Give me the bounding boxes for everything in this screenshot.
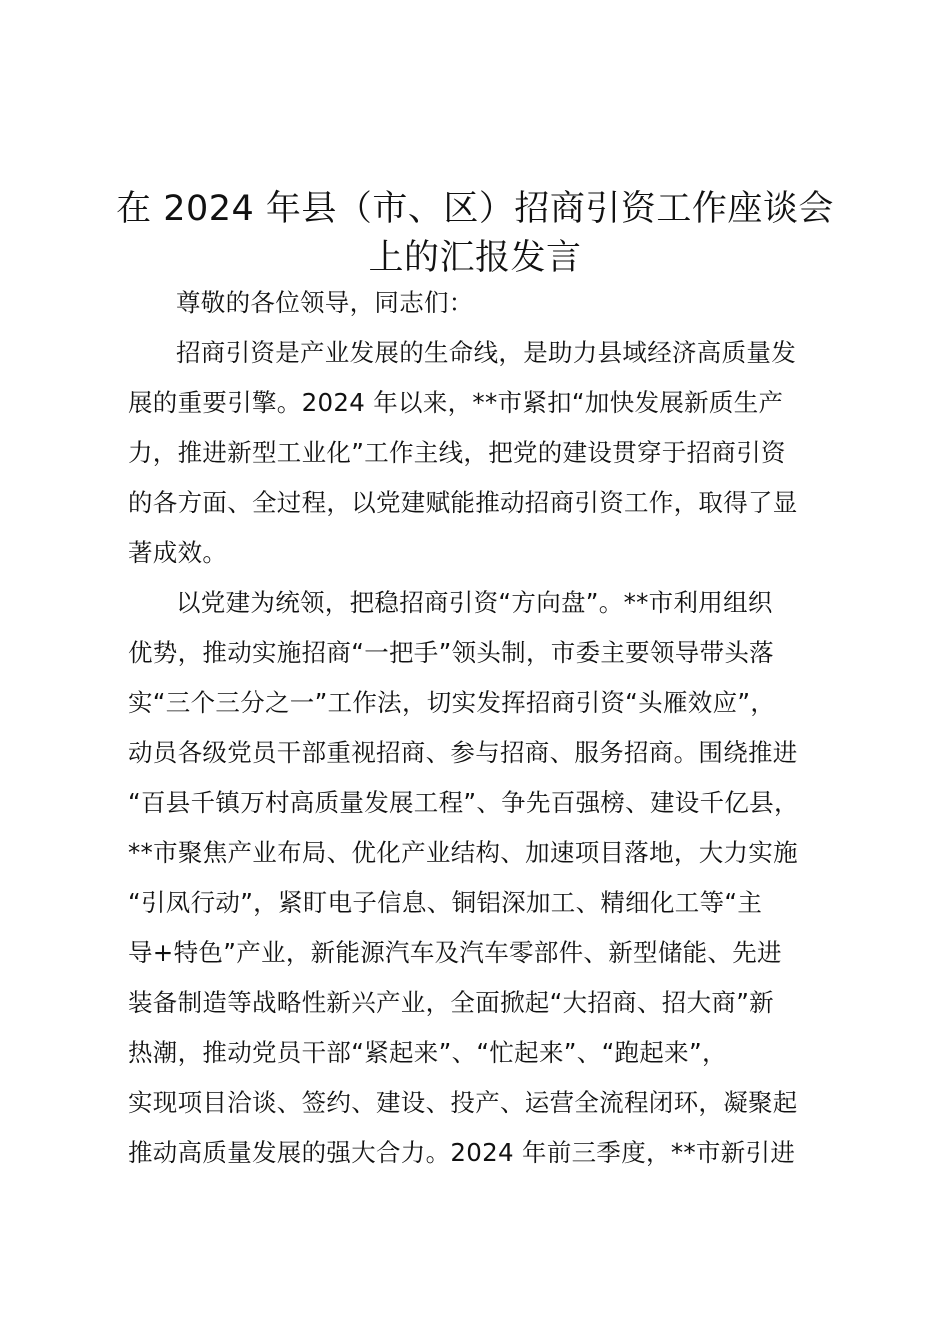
paragraph-2-line-3: 实“三个三分之一”工作法，切实发挥招商引资“头雁效应”， (128, 688, 776, 717)
paragraph-2-line-2: 优势，推动实施招商“一把手”领头制，市委主要领导带头落 (128, 638, 774, 667)
paragraph-2-line-5: “百县千镇万村高质量发展工程”、争先百强榜、建设千亿县， (128, 788, 799, 817)
document-title-line-2: 上的汇报发言 (368, 238, 582, 278)
paragraph-1-line-1: 招商引资是产业发展的生命线，是助力县域经济高质量发 (176, 338, 796, 367)
paragraph-2-line-11: 实现项目洽谈、签约、建设、投产、运营全流程闭环，凝聚起 (128, 1088, 798, 1117)
paragraph-1-line-2: 展的重要引擎。2024 年以来，**市紧扣“加快发展新质生产 (128, 388, 784, 417)
document-title-line-1: 在 2024 年县（市、区）招商引资工作座谈会 (116, 189, 834, 229)
paragraph-2-line-10: 热潮，推动党员干部“紧起来”、“忙起来”、“跑起来”， (128, 1038, 727, 1067)
paragraph-2-line-7: “引凤行动”，紧盯电子信息、铜铝深加工、精细化工等“主 (128, 888, 763, 917)
greeting: 尊敬的各位领导，同志们： (176, 288, 474, 317)
paragraph-1-line-5: 著成效。 (128, 538, 228, 567)
paragraph-1-line-4: 的各方面、全过程，以党建赋能推动招商引资工作，取得了显 (128, 488, 798, 517)
paragraph-2-line-12: 推动高质量发展的强大合力。2024 年前三季度，**市新引进 (128, 1138, 796, 1167)
paragraph-2-line-6: **市聚焦产业布局、优化产业结构、加速项目落地，大力实施 (128, 838, 798, 867)
paragraph-2-line-4: 动员各级党员干部重视招商、参与招商、服务招商。围绕推进 (128, 738, 798, 767)
paragraph-1-line-3: 力，推进新型工业化”工作主线，把党的建设贯穿于招商引资 (128, 438, 786, 467)
paragraph-2-line-9: 装备制造等战略性新兴产业，全面掀起“大招商、招大商”新 (128, 988, 774, 1017)
paragraph-2-line-8: 导+特色”产业，新能源汽车及汽车零部件、新型储能、先进 (128, 938, 782, 967)
paragraph-2-line-1: 以党建为统领，把稳招商引资“方向盘”。**市利用组织 (176, 588, 773, 617)
